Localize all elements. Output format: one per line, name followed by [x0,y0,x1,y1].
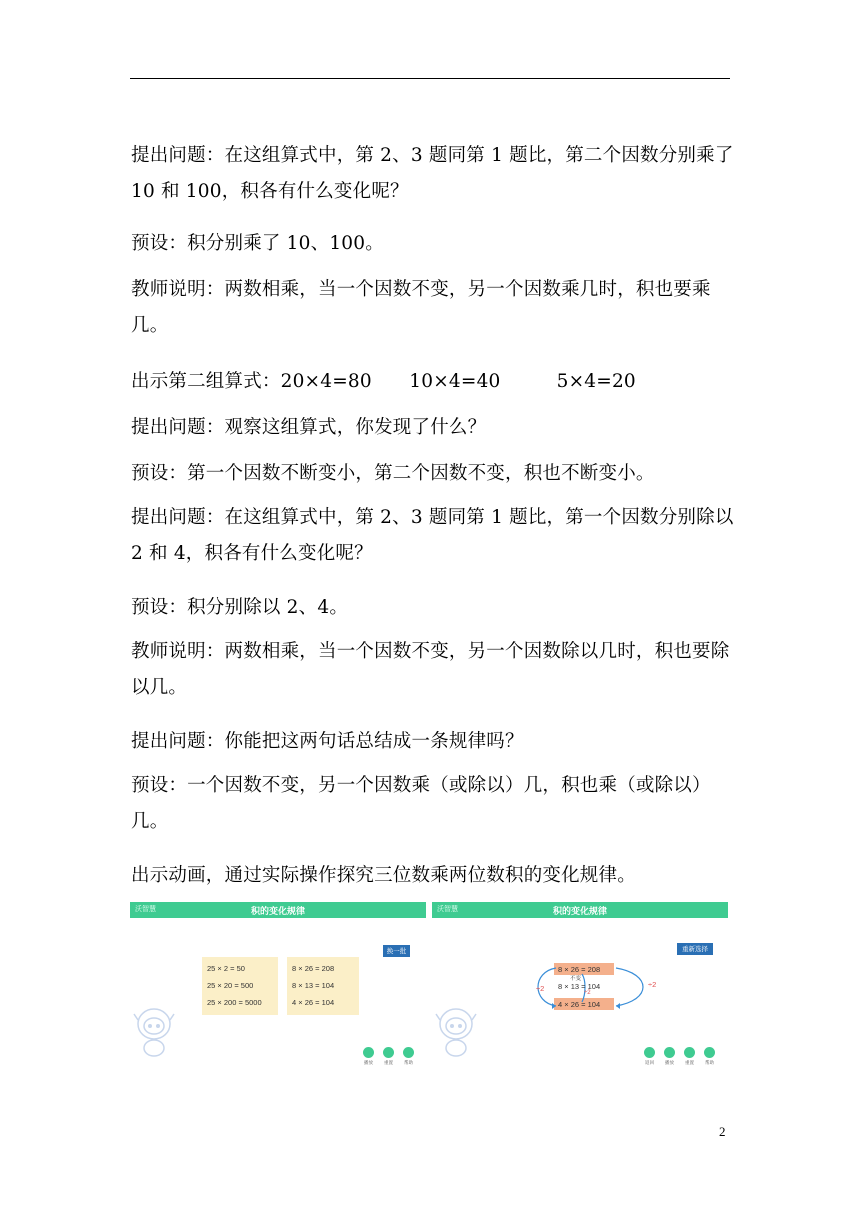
paragraph: 预设：积分别除以 2、4。 [131,597,349,618]
control-label: 帮助 [404,1061,413,1066]
change-batch-button[interactable]: 换一批 [383,945,410,957]
control-label: 重置 [685,1061,694,1066]
panel-header [130,902,426,918]
equation: 25 × 200 = 5000 [207,998,262,1007]
paragraph: 提出问题：在这组算式中，第 2、3 题同第 1 题比，第一个因数分别除以 2 和 4，积各有什么变化呢？ [131,507,734,564]
left-screenshot-panel [130,902,426,1080]
panel-title: 积的变化规律 [552,907,607,917]
divide-mark: ÷2 [536,984,545,993]
play-icon[interactable] [363,1047,374,1058]
divide-mark: ÷2 [584,990,591,996]
paragraph: 教师说明：两数相乘，当一个因数不变，另一个因数乘几时，积也要乘几。 [131,279,711,336]
panel-header [432,902,728,918]
header-rule [130,78,730,79]
equation: 8 × 26 = 208 [558,965,601,974]
paragraph: 教师说明：两数相乘，当一个因数不变，另一个因数除以几时，积也要除以几。 [131,641,730,698]
control-label: 帮助 [705,1061,714,1066]
right-screenshot-panel [432,902,728,1080]
paragraph: 提出问题：你能把这两句话总结成一条规律吗？ [131,731,524,752]
reset-icon[interactable] [684,1047,695,1058]
reselect-button[interactable]: 重新选择 [677,943,713,955]
page-number: 2 [719,1124,726,1139]
control-label: 播放 [665,1061,674,1066]
paragraph: 提出问题：在这组算式中，第 2、3 题同第 1 题比，第二个因数分别乘了 10 和 100，积各有什么变化呢？ [131,145,734,202]
paragraph: 出示第二组算式：20×4=80 10×4=40 5×4=20 [131,371,636,392]
equation: 25 × 2 = 50 [207,964,245,973]
paragraph: 预设：积分别乘了 10、100。 [131,233,384,254]
paragraph: 预设：第一个因数不断变小，第二个因数不变，积也不断变小。 [131,463,655,484]
equation: 8 × 13 = 104 [292,981,335,990]
brand-label: 沃智慧 [135,905,156,913]
control-label: 播放 [364,1061,373,1066]
equation: 25 × 20 = 500 [207,981,254,990]
paragraph: 出示动画，通过实际操作探究三位数乘两位数积的变化规律。 [131,865,636,886]
panel-title: 积的变化规律 [250,907,305,917]
equation: 8 × 13 = 104 [558,982,601,991]
robot-mascot-icon [434,1002,480,1062]
paragraph: 预设：一个因数不变，另一个因数乘（或除以）几，积也乘（或除以）几。 [131,775,711,832]
equation: 4 × 26 = 104 [558,1000,601,1009]
paragraph: 提出问题：观察这组算式，你发现了什么？ [131,417,487,438]
control-label: 重置 [384,1061,393,1066]
robot-mascot-icon [132,1002,178,1062]
equation: 8 × 26 = 208 [292,964,335,973]
play-icon[interactable] [664,1047,675,1058]
help-icon[interactable] [403,1047,414,1058]
back-icon[interactable] [644,1047,655,1058]
help-icon[interactable] [704,1047,715,1058]
equation: 4 × 26 = 104 [292,998,335,1007]
control-label: 返回 [645,1061,654,1066]
unchanged-label: 不变 [570,976,582,982]
equation-card [287,957,359,1015]
brand-label: 沃智慧 [437,905,458,913]
equation-card [202,957,278,1015]
divide-mark: ÷2 [648,980,657,989]
reset-icon[interactable] [383,1047,394,1058]
